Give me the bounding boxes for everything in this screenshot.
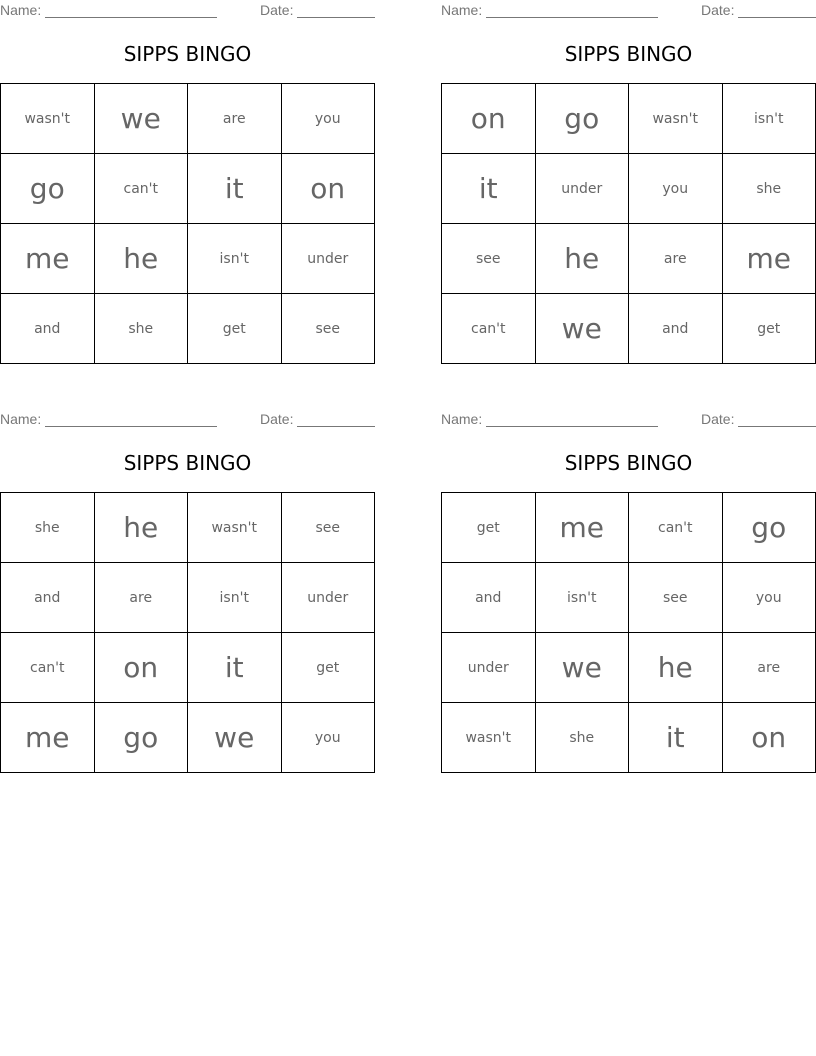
- bingo-cell: it: [188, 633, 282, 703]
- bingo-cell: you: [629, 154, 723, 224]
- bingo-row: [1, 563, 375, 633]
- bingo-cell: see: [281, 294, 375, 364]
- bingo-row: [442, 493, 816, 563]
- bingo-cell: me: [1, 224, 95, 294]
- date-label: Date:: [260, 2, 294, 18]
- bingo-row: [442, 703, 816, 773]
- bingo-cell: on: [722, 703, 816, 773]
- bingo-card: [441, 409, 816, 772]
- bingo-row: [442, 633, 816, 703]
- bingo-cell: see: [281, 493, 375, 563]
- bingo-cell: it: [629, 703, 723, 773]
- bingo-cell: you: [281, 703, 375, 773]
- bingo-cell: isn't: [188, 224, 282, 294]
- bingo-cell: we: [535, 294, 629, 364]
- bingo-cell: go: [535, 84, 629, 154]
- bingo-cell: she: [1, 493, 95, 563]
- name-date-header: [441, 411, 816, 429]
- bingo-cell: see: [629, 563, 723, 633]
- bingo-cell: he: [535, 224, 629, 294]
- bingo-cell: she: [722, 154, 816, 224]
- bingo-grid: [0, 492, 375, 773]
- bingo-card: [0, 409, 375, 772]
- bingo-cell: are: [629, 224, 723, 294]
- bingo-cell: get: [188, 294, 282, 364]
- bingo-row: [442, 563, 816, 633]
- bingo-row: [1, 493, 375, 563]
- date-label: Date:: [260, 411, 294, 427]
- name-label: Name:: [441, 2, 483, 18]
- bingo-cell: under: [535, 154, 629, 224]
- name-date-header: [441, 2, 816, 20]
- bingo-cell: can't: [1, 633, 95, 703]
- bingo-grid: [441, 492, 816, 773]
- bingo-cell: she: [94, 294, 188, 364]
- bingo-row: [442, 84, 816, 154]
- card-title: SIPPS BINGO: [564, 42, 693, 66]
- bingo-cell: on: [94, 633, 188, 703]
- bingo-cell: and: [442, 563, 536, 633]
- bingo-cell: he: [629, 633, 723, 703]
- bingo-cell: are: [188, 84, 282, 154]
- name-blank-line: [486, 17, 658, 18]
- bingo-cell: wasn't: [1, 84, 95, 154]
- bingo-cell: are: [94, 563, 188, 633]
- bingo-cell: get: [442, 493, 536, 563]
- card-title: SIPPS BINGO: [123, 42, 252, 66]
- bingo-cell: under: [442, 633, 536, 703]
- bingo-cell: and: [629, 294, 723, 364]
- bingo-cell: go: [94, 703, 188, 773]
- date-blank-line: [738, 426, 816, 427]
- date-label: Date:: [701, 411, 735, 427]
- bingo-cell: wasn't: [188, 493, 282, 563]
- bingo-row: [1, 84, 375, 154]
- bingo-row: [442, 294, 816, 364]
- bingo-cell: see: [442, 224, 536, 294]
- bingo-row: [1, 154, 375, 224]
- name-date-header: [0, 2, 375, 20]
- name-date-header: [0, 411, 375, 429]
- card-title: SIPPS BINGO: [564, 451, 693, 475]
- bingo-row: [1, 703, 375, 773]
- bingo-cell: go: [1, 154, 95, 224]
- date-blank-line: [297, 17, 375, 18]
- bingo-cell: isn't: [722, 84, 816, 154]
- date-label: Date:: [701, 2, 735, 18]
- bingo-cell: can't: [442, 294, 536, 364]
- bingo-row: [1, 224, 375, 294]
- name-label: Name:: [0, 411, 42, 427]
- name-label: Name:: [0, 2, 42, 18]
- bingo-cell: are: [722, 633, 816, 703]
- bingo-cell: he: [94, 493, 188, 563]
- bingo-cell: it: [442, 154, 536, 224]
- bingo-grid: [441, 83, 816, 364]
- bingo-card: [441, 0, 816, 363]
- bingo-cell: can't: [94, 154, 188, 224]
- bingo-cell: me: [535, 493, 629, 563]
- bingo-cell: wasn't: [442, 703, 536, 773]
- bingo-row: [1, 294, 375, 364]
- bingo-cell: we: [94, 84, 188, 154]
- bingo-cell: isn't: [535, 563, 629, 633]
- bingo-cell: she: [535, 703, 629, 773]
- date-blank-line: [738, 17, 816, 18]
- card-title: SIPPS BINGO: [123, 451, 252, 475]
- name-blank-line: [486, 426, 658, 427]
- bingo-cell: we: [188, 703, 282, 773]
- bingo-cell: you: [722, 563, 816, 633]
- bingo-row: [442, 224, 816, 294]
- bingo-cell: get: [281, 633, 375, 703]
- bingo-cell: on: [281, 154, 375, 224]
- bingo-cell: it: [188, 154, 282, 224]
- bingo-cell: wasn't: [629, 84, 723, 154]
- bingo-cell: he: [94, 224, 188, 294]
- bingo-cell: can't: [629, 493, 723, 563]
- bingo-cell: under: [281, 563, 375, 633]
- bingo-cell: and: [1, 563, 95, 633]
- bingo-cell: get: [722, 294, 816, 364]
- bingo-row: [442, 154, 816, 224]
- bingo-cell: isn't: [188, 563, 282, 633]
- bingo-cell: under: [281, 224, 375, 294]
- date-blank-line: [297, 426, 375, 427]
- bingo-cell: you: [281, 84, 375, 154]
- bingo-row: [1, 633, 375, 703]
- bingo-cell: go: [722, 493, 816, 563]
- bingo-cell: me: [722, 224, 816, 294]
- bingo-cell: on: [442, 84, 536, 154]
- bingo-cell: and: [1, 294, 95, 364]
- bingo-cell: me: [1, 703, 95, 773]
- name-blank-line: [45, 426, 217, 427]
- bingo-grid: [0, 83, 375, 364]
- bingo-card: [0, 0, 375, 363]
- name-blank-line: [45, 17, 217, 18]
- bingo-cell: we: [535, 633, 629, 703]
- name-label: Name:: [441, 411, 483, 427]
